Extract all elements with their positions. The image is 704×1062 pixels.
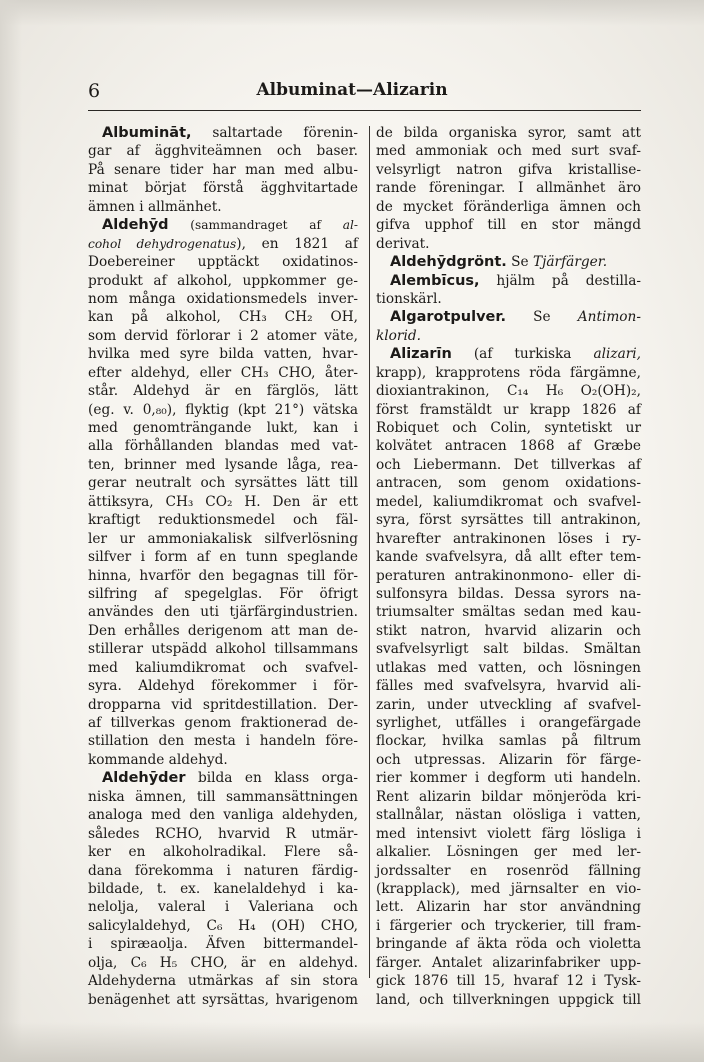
text-line bbox=[376, 567, 641, 585]
text-run: nom många oxidationsmedels inver- bbox=[88, 290, 358, 307]
text-line bbox=[88, 272, 358, 290]
text-line bbox=[88, 345, 358, 363]
text-run: gerar neutralt och syrsättes lätt till bbox=[88, 475, 358, 492]
right-column bbox=[376, 124, 641, 1009]
text-line bbox=[376, 382, 641, 400]
text-run: syrlighet, utfälles i orangefärgade bbox=[376, 715, 641, 731]
header-rule bbox=[88, 110, 641, 111]
text-run: derivat. bbox=[376, 235, 430, 252]
text-run: dioxiantrakinon, C₁₄ H₆ O₂(OH)₂, bbox=[376, 383, 641, 400]
text-run: dropparna vid spritdestillation. Der- bbox=[88, 696, 358, 713]
text-run: medel, kaliumdikromat och svafvel- bbox=[376, 493, 641, 510]
text-line bbox=[376, 714, 641, 732]
text-line bbox=[88, 511, 358, 529]
text-run: stallnålar, nästan olösliga i vatten, bbox=[376, 807, 641, 824]
text-run: alla förhållanden blandas med vat- bbox=[88, 438, 358, 455]
entry-headword: Alembīcus, bbox=[390, 272, 480, 289]
text-run: bringande af äkta röda och violetta bbox=[376, 936, 641, 953]
text-line bbox=[88, 917, 358, 935]
text-line bbox=[376, 124, 641, 142]
text-line bbox=[88, 880, 358, 898]
text-run: rande föreningar. I allmänhet äro bbox=[376, 180, 641, 197]
text-run: Se bbox=[506, 254, 534, 271]
text-line bbox=[88, 640, 358, 658]
text-run: bilda en klass orga- bbox=[185, 770, 358, 787]
text-line bbox=[376, 843, 641, 861]
text-line bbox=[88, 437, 358, 455]
text-line bbox=[376, 898, 641, 916]
text-line bbox=[376, 788, 641, 806]
text-run: (af turkiska bbox=[451, 346, 594, 363]
page-number: 6 bbox=[88, 80, 101, 102]
entry-headword: Alizarīn bbox=[390, 346, 452, 363]
text-run: sulfonsyra bildas. Dessa syrors na- bbox=[376, 585, 641, 602]
text-run: (krapplack), med järnsalter en vio- bbox=[376, 880, 641, 897]
text-run: Se bbox=[505, 309, 578, 326]
text-run: (sammandraget af bbox=[168, 218, 343, 233]
text-line bbox=[88, 991, 358, 1009]
text-line bbox=[376, 253, 641, 271]
text-run: ), en 1821 af bbox=[236, 235, 358, 252]
text-run: kommande aldehyd. bbox=[88, 751, 228, 768]
text-line bbox=[376, 290, 641, 308]
text-run: velsyrligt natron gifva kristallise- bbox=[376, 161, 641, 178]
text-line bbox=[376, 769, 641, 787]
text-run: således RCHO, hvarvid R utmär- bbox=[88, 825, 358, 842]
text-run: med kaliumdikromat och svafvel- bbox=[88, 659, 358, 676]
entry-headword: Aldehȳder bbox=[102, 770, 186, 787]
text-run: silfring af spegelglas. För öfrigt bbox=[88, 585, 358, 602]
text-run: de mycket föränderliga ämnen och bbox=[376, 198, 641, 215]
text-line bbox=[88, 714, 358, 732]
text-run: de bilda organiska syror, samt att bbox=[376, 125, 641, 141]
entry-headword: Aldehȳd bbox=[102, 217, 169, 234]
text-line bbox=[88, 769, 358, 787]
text-run: fälles med svafvelsyra, hvarvid ali- bbox=[376, 678, 641, 695]
text-run: efter aldehyd, eller CH₃ CHO, åter- bbox=[88, 364, 358, 381]
text-run: med ammoniak och med surt svaf- bbox=[376, 143, 641, 160]
text-line bbox=[376, 585, 641, 603]
text-line bbox=[376, 493, 641, 511]
text-run: olja, C₆ H₅ CHO, är en aldehyd. bbox=[88, 954, 358, 971]
text-line bbox=[376, 603, 641, 621]
text-line bbox=[88, 677, 358, 695]
text-line bbox=[88, 935, 358, 953]
text-line bbox=[88, 124, 358, 142]
text-line bbox=[88, 290, 358, 308]
text-line bbox=[376, 880, 641, 898]
text-run: analoga med den vanliga aldehyden, bbox=[88, 807, 358, 824]
text-run: Antimon- bbox=[577, 309, 641, 326]
text-line bbox=[376, 862, 641, 880]
text-run: Robiquet och Colin, syntetiskt ur bbox=[376, 420, 641, 436]
text-run: kraftigt reduktionsmedel och fäl- bbox=[88, 512, 358, 529]
text-line bbox=[88, 161, 358, 179]
text-run: syra. Aldehyd förekommer i för- bbox=[88, 678, 358, 695]
text-line bbox=[88, 603, 358, 621]
text-run: af tillverkas genom fraktionerad de- bbox=[88, 715, 358, 731]
text-run: (eg. v. 0,₈₀), flyktig (kpt 21°) vätska bbox=[88, 401, 358, 418]
text-line bbox=[376, 659, 641, 677]
text-run: med genomträngande lukt, kan i bbox=[88, 420, 358, 436]
text-run: lett. Alizarin har stor användning bbox=[376, 899, 641, 916]
text-line bbox=[376, 474, 641, 492]
text-line bbox=[376, 917, 641, 935]
text-run: saltartade förenin- bbox=[191, 125, 358, 141]
text-line bbox=[88, 179, 358, 197]
text-run: antracen, som genom oxidations- bbox=[376, 475, 641, 492]
text-line bbox=[88, 253, 358, 271]
entry-headword: Algarotpulver. bbox=[390, 309, 506, 326]
text-line bbox=[376, 732, 641, 750]
text-line bbox=[376, 198, 641, 216]
page-edge-left bbox=[0, 0, 22, 1062]
text-run: syra, först syrsättes till antrakinon, bbox=[376, 512, 641, 529]
text-run: krapp), krapprotens röda färgämne, bbox=[376, 364, 641, 381]
text-run: ler ur ammoniakalisk silfverlösning bbox=[88, 530, 358, 547]
text-run: och utpressas. Alizarin för färge- bbox=[376, 751, 641, 768]
text-line bbox=[376, 751, 641, 769]
text-run: först framstäldt ur krapp 1826 af bbox=[376, 401, 641, 418]
text-run: tionskärl. bbox=[376, 290, 442, 307]
text-run: stikt natron, hvarvid alizarin och bbox=[376, 622, 641, 639]
text-line bbox=[376, 972, 641, 990]
text-line bbox=[88, 567, 358, 585]
text-run: benägenhet att syrsättas, hvarigenom bbox=[88, 991, 358, 1008]
text-run: svafvelsyrligt salt bildas. Smältan bbox=[376, 641, 641, 658]
text-run: ättiksyra, CH₃ CO₂ H. Den är ett bbox=[88, 493, 358, 510]
text-line bbox=[88, 364, 358, 382]
text-line bbox=[88, 530, 358, 548]
text-line bbox=[376, 179, 641, 197]
text-line bbox=[88, 585, 358, 603]
text-line bbox=[88, 493, 358, 511]
text-run: triumsalter smältas sedan med kau- bbox=[376, 604, 641, 621]
text-line bbox=[376, 142, 641, 160]
text-run: al- bbox=[342, 218, 358, 233]
text-line bbox=[88, 659, 358, 677]
text-run: Aldehyderna utmärkas af sin stora bbox=[88, 973, 358, 990]
text-run: färger. Antalet alizarinfabriker upp- bbox=[376, 954, 641, 971]
left-column bbox=[88, 124, 358, 1009]
text-line bbox=[88, 898, 358, 916]
text-run: silfver i form af en tunn speglande bbox=[88, 549, 358, 566]
text-run: i färgerier och tryckerier, till fram- bbox=[376, 917, 641, 934]
text-run: ämnen i allmänhet. bbox=[88, 198, 222, 215]
text-line bbox=[376, 345, 641, 363]
text-line bbox=[88, 142, 358, 160]
text-line bbox=[88, 825, 358, 843]
text-run: i spiræaolja. Äfven bittermandel- bbox=[88, 936, 358, 953]
text-line bbox=[376, 401, 641, 419]
text-run: står. Aldehyd är en färglös, lätt bbox=[88, 383, 358, 400]
text-run: utlakas med vatten, och lösningen bbox=[376, 659, 641, 676]
text-line bbox=[88, 474, 358, 492]
text-line bbox=[376, 548, 641, 566]
text-line bbox=[88, 696, 358, 714]
text-run: rier kommer i degform uti handeln. bbox=[376, 770, 641, 787]
text-run: produkt af alkohol, uppkommer ge- bbox=[88, 272, 358, 289]
text-run: med intensivt violett färg lösliga i bbox=[376, 825, 641, 842]
text-line bbox=[376, 364, 641, 382]
text-line bbox=[88, 216, 358, 234]
running-title: Albuminat—Alizarin bbox=[256, 80, 448, 100]
column-divider bbox=[369, 126, 370, 978]
text-run: peraturen antrakinonmono- eller di- bbox=[376, 567, 641, 584]
text-run: kolvätet antracen 1868 af Græbe bbox=[376, 438, 641, 455]
text-run: och Liebermann. Det tillverkas af bbox=[376, 456, 641, 473]
text-run: Tjärfärger. bbox=[533, 254, 608, 271]
text-line bbox=[88, 862, 358, 880]
text-line bbox=[376, 327, 641, 345]
text-line bbox=[376, 677, 641, 695]
text-run: minat börjat förstå ägghvitartade bbox=[88, 180, 358, 197]
text-line bbox=[88, 732, 358, 750]
text-run: hinna, hvarför den begagnas till för- bbox=[88, 567, 358, 584]
text-run: som dervid förlorar i 2 atomer väte, bbox=[88, 327, 358, 344]
text-run: På senare tider har man med albu- bbox=[88, 161, 358, 178]
text-run: Doebereiner upptäckt oxidatinos- bbox=[88, 254, 358, 271]
text-run: kande svafvelsyra, då allt efter tem- bbox=[376, 549, 641, 566]
text-line bbox=[88, 843, 358, 861]
text-run: Rent alizarin bildar mönjeröda kri- bbox=[376, 788, 641, 805]
text-run: gifva upphof till en stor mängd bbox=[376, 217, 641, 234]
text-line bbox=[376, 437, 641, 455]
text-run: hjälm på destilla- bbox=[479, 272, 641, 289]
text-line bbox=[88, 806, 358, 824]
text-run: Den erhålles derigenom att man de- bbox=[88, 622, 358, 639]
text-line bbox=[376, 216, 641, 234]
text-line bbox=[88, 788, 358, 806]
text-line bbox=[376, 954, 641, 972]
text-run: hvilka med syre bilda vatten, hvar- bbox=[88, 346, 358, 363]
text-line bbox=[376, 991, 641, 1009]
text-line bbox=[376, 696, 641, 714]
text-run: alizari, bbox=[593, 346, 641, 363]
text-run: flockar, hvilka samlas på filtrum bbox=[376, 733, 641, 750]
text-line bbox=[376, 308, 641, 326]
text-run: niska ämnen, till sammansättningen bbox=[88, 788, 358, 805]
text-line bbox=[376, 825, 641, 843]
text-line bbox=[88, 622, 358, 640]
text-run: zarin, under utveckling af svafvel- bbox=[376, 696, 641, 713]
text-line bbox=[88, 327, 358, 345]
text-run: gick 1876 till 15, hvaraf 12 i Tysk- bbox=[376, 973, 641, 990]
text-line bbox=[376, 622, 641, 640]
entry-headword: Albumināt, bbox=[102, 125, 192, 141]
text-run: dana förekomma i naturen färdig- bbox=[88, 862, 358, 879]
entry-headword: Aldehȳdgrönt. bbox=[390, 254, 507, 271]
text-run: användes den uti tjärfärgindustrien. bbox=[88, 604, 358, 621]
text-run: ten, brinner med lysande låga, rea- bbox=[88, 456, 358, 473]
text-run: klorid. bbox=[376, 327, 421, 344]
text-run: cohol dehydrogenatus bbox=[88, 236, 237, 251]
text-line bbox=[88, 751, 358, 769]
text-line bbox=[376, 806, 641, 824]
page-edge-top bbox=[0, 0, 704, 26]
text-run: land, och tillverkningen uppgick till bbox=[376, 991, 641, 1008]
text-run: stillerar utspädd alkohol tillsammans bbox=[88, 641, 358, 658]
text-line bbox=[376, 456, 641, 474]
text-line bbox=[88, 235, 358, 253]
text-run: gar af ägghviteämnen och baser. bbox=[88, 143, 358, 160]
text-line bbox=[88, 972, 358, 990]
text-line bbox=[88, 419, 358, 437]
text-run: alkalier. Lösningen ger med ler- bbox=[376, 844, 641, 861]
text-run: nelolja, valeral i Valeriana och bbox=[88, 899, 358, 916]
text-line bbox=[88, 382, 358, 400]
text-line bbox=[376, 640, 641, 658]
text-line bbox=[376, 272, 641, 290]
text-run: salicylaldehyd, C₆ H₄ (OH) CHO, bbox=[88, 917, 358, 934]
text-line bbox=[376, 530, 641, 548]
text-line bbox=[88, 954, 358, 972]
page-edge-bottom bbox=[0, 1022, 704, 1062]
text-run: jordssalter en rosenröd fällning bbox=[376, 862, 641, 879]
text-line bbox=[88, 456, 358, 474]
text-line bbox=[88, 548, 358, 566]
text-line bbox=[88, 198, 358, 216]
text-run: bildade, t. ex. kanelaldehyd i ka- bbox=[88, 880, 358, 897]
text-run: kan på alkohol, CH₃ CH₂ OH, bbox=[88, 309, 358, 326]
text-run: hvarefter antrakinonen löses i ry- bbox=[376, 530, 641, 547]
text-run: stillation den mesta i handeln före- bbox=[88, 733, 358, 750]
text-line bbox=[88, 401, 358, 419]
text-line bbox=[376, 511, 641, 529]
text-line bbox=[376, 235, 641, 253]
text-line bbox=[376, 935, 641, 953]
text-line bbox=[376, 161, 641, 179]
text-run: ker en alkoholradikal. Flere så- bbox=[88, 844, 358, 861]
text-line bbox=[88, 308, 358, 326]
text-line bbox=[376, 419, 641, 437]
